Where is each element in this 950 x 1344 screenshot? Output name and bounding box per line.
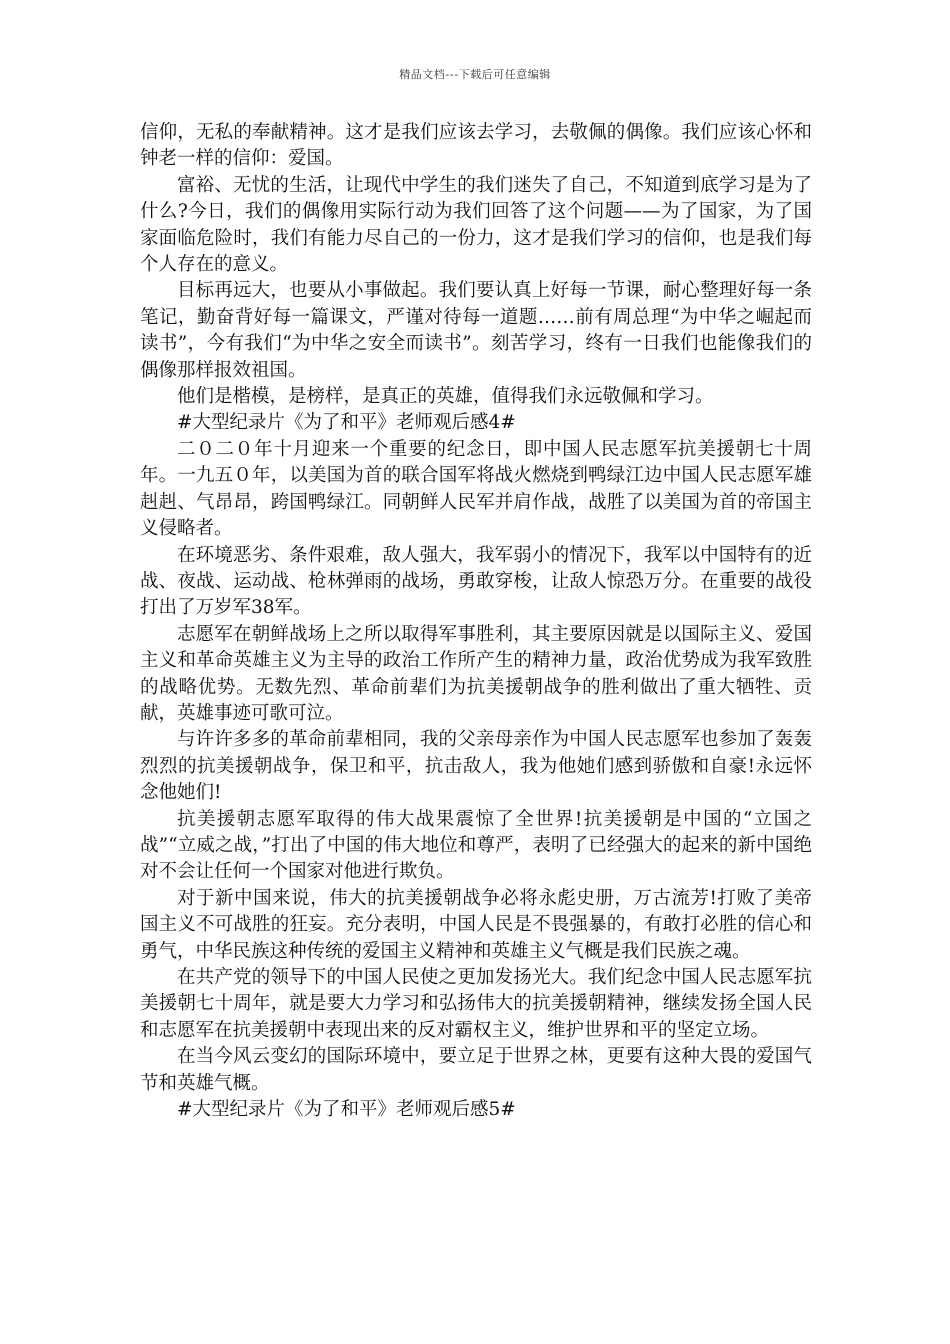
document-body [140,120,812,1123]
paragraph: 对于新中国来说，伟大的抗美援朝战争必将永彪史册，万古流芳!打败了美帝国主义不可战胜的狂妄。充分表明，中国人民是不畏强暴的，有敢打必胜的信心和勇气，中华民族这种传统的爱国主义精神和英雄主义气概是我们民族之魂。 [140,887,812,962]
paragraph: 与许许多多的革命前辈相同，我的父亲母亲作为中国人民志愿军也参加了轰轰烈烈的抗美援朝战争，保卫和平，抗击敌人，我为他她们感到骄傲和自豪!永远怀念他她们! [140,729,812,804]
section-heading: #大型纪录片《为了和平》老师观后感4# [177,412,516,434]
paragraph: 在共产党的领导下的中国人民使之更加发扬光大。我们纪念中国人民志愿军抗美援朝七十周年，就是要大力学习和弘扬伟大的抗美援朝精神，继续发扬全国人民和志愿军在抗美援朝中表现出来的反对霸权主义，维护世界和平的坚定立场。 [140,967,812,1041]
paragraph: 在环境恶劣、条件艰难，敌人强大，我军弱小的情况下，我军以中国特有的近战、夜战、运动战、枪林弹雨的战场，勇敢穿梭，让敌人惊恐万分。在重要的战役打出了万岁军38军。 [140,544,812,619]
section-heading: #大型纪录片《为了和平》老师观后感5# [177,1099,516,1121]
paragraph: 富裕、无忧的生活，让现代中学生的我们迷失了自己，不知道到底学习是为了什么?今日，我们的偶像用实际行动为我们回答了这个问题——为了国家，为了国家面临危险时，我们有能力尽自己的一份力，这才是我们学习的信仰，也是我们每个人存在的意义。 [140,174,812,276]
paragraph: 抗美援朝志愿军取得的伟大战果震惊了全世界!抗美援朝是中国的“立国之战”“立威之战，”打出了中国的伟大地位和尊严，表明了已经强大的起来的新中国绝对不会让任何一个国家对他进行欺负。 [140,808,812,883]
paragraph: 志愿军在朝鲜战场上之所以取得军事胜利，其主要原因就是以国际主义、爱国主义和革命英雄主义为主导的政治工作所产生的精神力量，政治优势成为我军致胜的战略优势。无数先烈、革命前辈们为抗美援朝战争的胜利做出了重大牺牲、贡献，英雄事迹可歌可泣。 [140,623,812,724]
paragraph: 信仰，无私的奉献精神。这才是我们应该去学习，去敬佩的偶像。我们应该心怀和钟老一样的信仰：爱国。 [140,122,812,170]
paragraph: 他们是楷模，是榜样，是真正的英雄，值得我们永远敬佩和学习。 [177,386,714,408]
paragraph: 在当今风云变幻的国际环境中，要立足于世界之林，更要有这种大畏的爱国气节和英雄气概。 [140,1046,812,1094]
paragraph: 目标再远大，也要从小事做起。我们要认真上好每一节课，耐心整理好每一条笔记，勤奋背好每一篇课文，严谨对待每一道题……前有周总理“为中华之崛起而读书”，今有我们“为中华之安全而读书”。刻苦学习，终有一日我们也能像我们的偶像那样报效祖国。 [140,280,812,381]
paragraph: 二０二０年十月迎来一个重要的纪念日，即中国人民志愿军抗美援朝七十周年。一九五０年，以美国为首的联合国军将战火燃烧到鸭绿江边中国人民志愿军雄赳赳、气昂昂，跨国鸭绿江。同朝鲜人民军并肩作战，战胜了以美国为首的帝国主义侵略者。 [140,438,812,540]
page-header-watermark: 精品文档---下载后可任意编辑 [399,68,551,81]
